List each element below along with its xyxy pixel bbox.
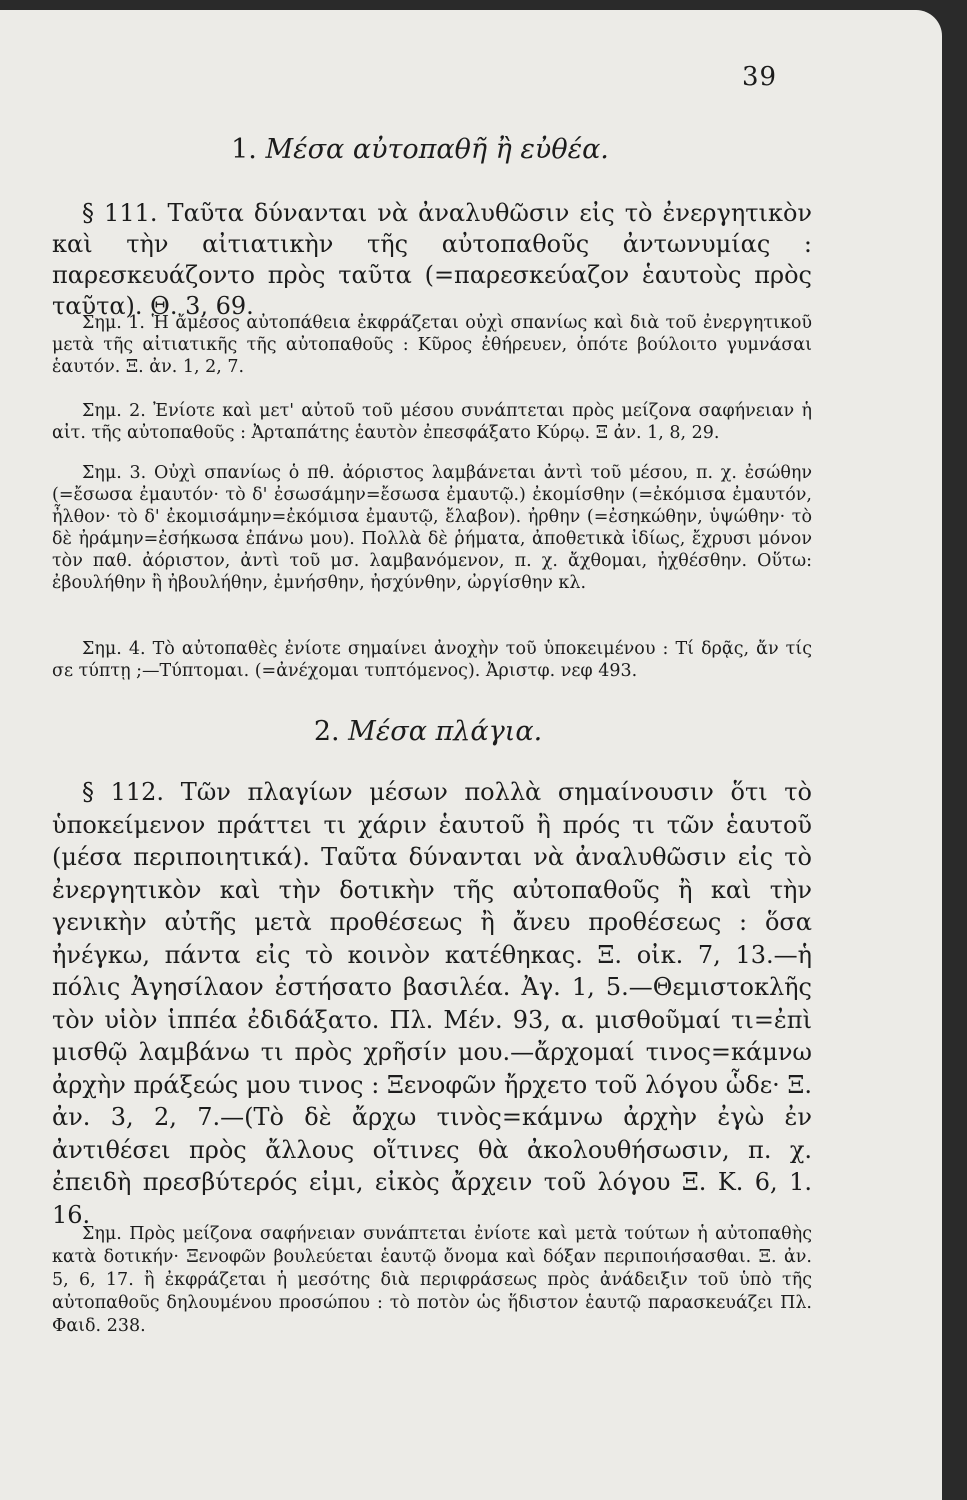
note-112-text: Σημ. Πρὸς μείζονα σαφήνειαν συνάπτεται ἐνίοτε καὶ μετὰ τούτων ἡ αὐτοπαθὴς κατὰ δοτικήν· Ξενοφῶν βουλεύεται ἑαυτῷ ὄνομα καὶ δόξαν περιποιήσασθαι. Ξ. ἀν. 5, 6, 17. ἢ ἐκφράζεται ἡ μεσότης διὰ περιφράσεως πρὸς ἀνάδειξιν τοῦ ὑπὸ τῆς αὐτοπαθοῦς δηλουμένου προσώπου : τὸ ποτὸν ὡς ἥδιστον ἑαυτῷ παρασκευάζει Πλ. Φαιδ. 238.: [52, 1224, 812, 1336]
section-title: Μέσα πλάγια.: [348, 716, 543, 747]
page-number: 39: [742, 62, 778, 92]
section-heading-1: [210, 134, 630, 165]
section-heading-2: [268, 716, 588, 747]
note-1-text: Σημ. 1. Ἡ ἄμεσος αὐτοπάθεια ἐκφράζεται οὐχὶ σπανίως καὶ διὰ τοῦ ἐνεργητικοῦ μετὰ τῆς αἰτιατικῆς τῆς αὐτοπαθοῦς : Κῦρος ἐθήρευεν, ὁπότε βούλοιτο γυμνάσαι ἑαυτόν. Ξ. ἀν. 1, 2, 7.: [52, 313, 812, 377]
note-2: [52, 400, 812, 444]
note-3: [52, 462, 812, 594]
section-number: 1.: [231, 134, 257, 165]
paragraph-112-text: § 112. Τῶν πλαγίων μέσων πολλὰ σημαίνουσιν ὅτι τὸ ὑποκείμενον πράττει τι χάριν ἑαυτοῦ ἢ πρός τι τῶν ἑαυτοῦ (μέσα περιποιητικά). Ταῦτα δύνανται νὰ ἀναλυθῶσιν εἰς τὸ ἐνεργητικὸν καὶ τὴν δοτικὴν τῆς αὐτοπαθοῦς ἢ καὶ τὴν γενικὴν αὐτῆς μετὰ προθέσεως ἢ ἄνευ προθέσεως : ὅσα ἠνέγκω, πάντα εἰς τὸ κοινὸν κατέθηκας. Ξ. οἰκ. 7, 13.—ἡ πόλις Ἀγησίλαον ἐστήσατο βασιλέα. Ἀγ. 1, 5.—Θεμιστοκλῆς τὸν υἱὸν ἱππέα ἐδιδάξατο. Πλ. Μέν. 93, α. μισθοῦμαί τι=ἐπὶ μισθῷ λαμβάνω τι πρὸς χρῆσίν μου.—ἄρχομαί τινος=κάμνω ἀρχὴν πράξεώς μου τινος : Ξενοφῶν ἤρχετο τοῦ λόγου ὧδε· Ξ. ἀν. 3, 2, 7.—(Τὸ δὲ ἄρχω τινὸς=κάμνω ἀρχὴν ἐγὼ ἐν ἀντιθέσει πρὸς ἄλλους οἵτινες θὰ ἀκολουθήσωσιν, π. χ. ἐπειδὴ πρεσβύτερός εἰμι, εἰκὸς ἄρχειν τοῦ λόγου Ξ. Κ. 6, 1. 16.: [52, 778, 812, 1229]
section-title: Μέσα αὐτοπαθῆ ἢ εὐθέα.: [265, 134, 609, 165]
note-2-text: Σημ. 2. Ἐνίοτε καὶ μετ' αὐτοῦ τοῦ μέσου συνάπτεται πρὸς μείζονα σαφήνειαν ἡ αἰτ. τῆς αὐτοπαθοῦς : Ἀρταπάτης ἑαυτὸν ἐπεσφάξατο Κύρῳ. Ξ ἀν. 1, 8, 29.: [52, 401, 812, 443]
book-page: [0, 10, 942, 1500]
note-3-text: Σημ. 3. Οὐχὶ σπανίως ὁ πθ. ἀόριστος λαμβάνεται ἀντὶ τοῦ μέσου, π. χ. ἐσώθην (=ἔσωσα ἐμαυτόν· τὸ δ' ἐσωσάμην=ἔσωσα ἐμαυτῷ.) ἐκομίσθην (=ἐκόμισα ἐμαυτόν, ἦλθον· τὸ δ' ἐκομισάμην=ἐκόμισα ἐμαυτῷ, ἔλαβον). ἠρθην (=ἐσηκώθην, ὑψώθην· τὸ δὲ ἠράμην=ἐσήκωσα ἐπάνω μου). Πολλὰ δὲ ῥήματα, ἀποθετικὰ ἰδίως, ἔχρυσι μόνον τὸν παθ. ἀόριστον, ἀντὶ τοῦ μσ. λαμβανόμενον, π. χ. ἄχθομαι, ἠχθέσθην. Οὕτω: ἐβουλήθην ἢ ἠβουλήθην, ἐμνήσθην, ἠσχύνθην, ὠργίσθην κλ.: [52, 463, 812, 593]
paragraph-111: [52, 198, 812, 322]
note-1: [52, 312, 812, 378]
section-number: 2.: [313, 716, 340, 747]
note-4-text: Σημ. 4. Τὸ αὐτοπαθὲς ἐνίοτε σημαίνει ἀνοχὴν τοῦ ὑποκειμένου : Τί δρᾷς, ἄν τίς σε τύπτῃ ;—Τύπτομαι. (=ἀνέχομαι τυπτόμενος). Ἀριστφ. νεφ 493.: [52, 639, 812, 681]
note-4: [52, 638, 812, 682]
paragraph-111-text: § 111. Ταῦτα δύνανται νὰ ἀναλυθῶσιν εἰς τὸ ἐνεργητικὸν καὶ τὴν αἰτιατικὴν τῆς αὐτοπαθοῦς ἀντωνυμίας : παρεσκευάζοντο πρὸς ταῦτα (=παρεσκεύαζον ἑαυτοὺς πρὸς ταῦτα). Θ. 3, 69.: [52, 199, 812, 320]
paragraph-112: [52, 776, 812, 1231]
note-112: [52, 1223, 812, 1338]
